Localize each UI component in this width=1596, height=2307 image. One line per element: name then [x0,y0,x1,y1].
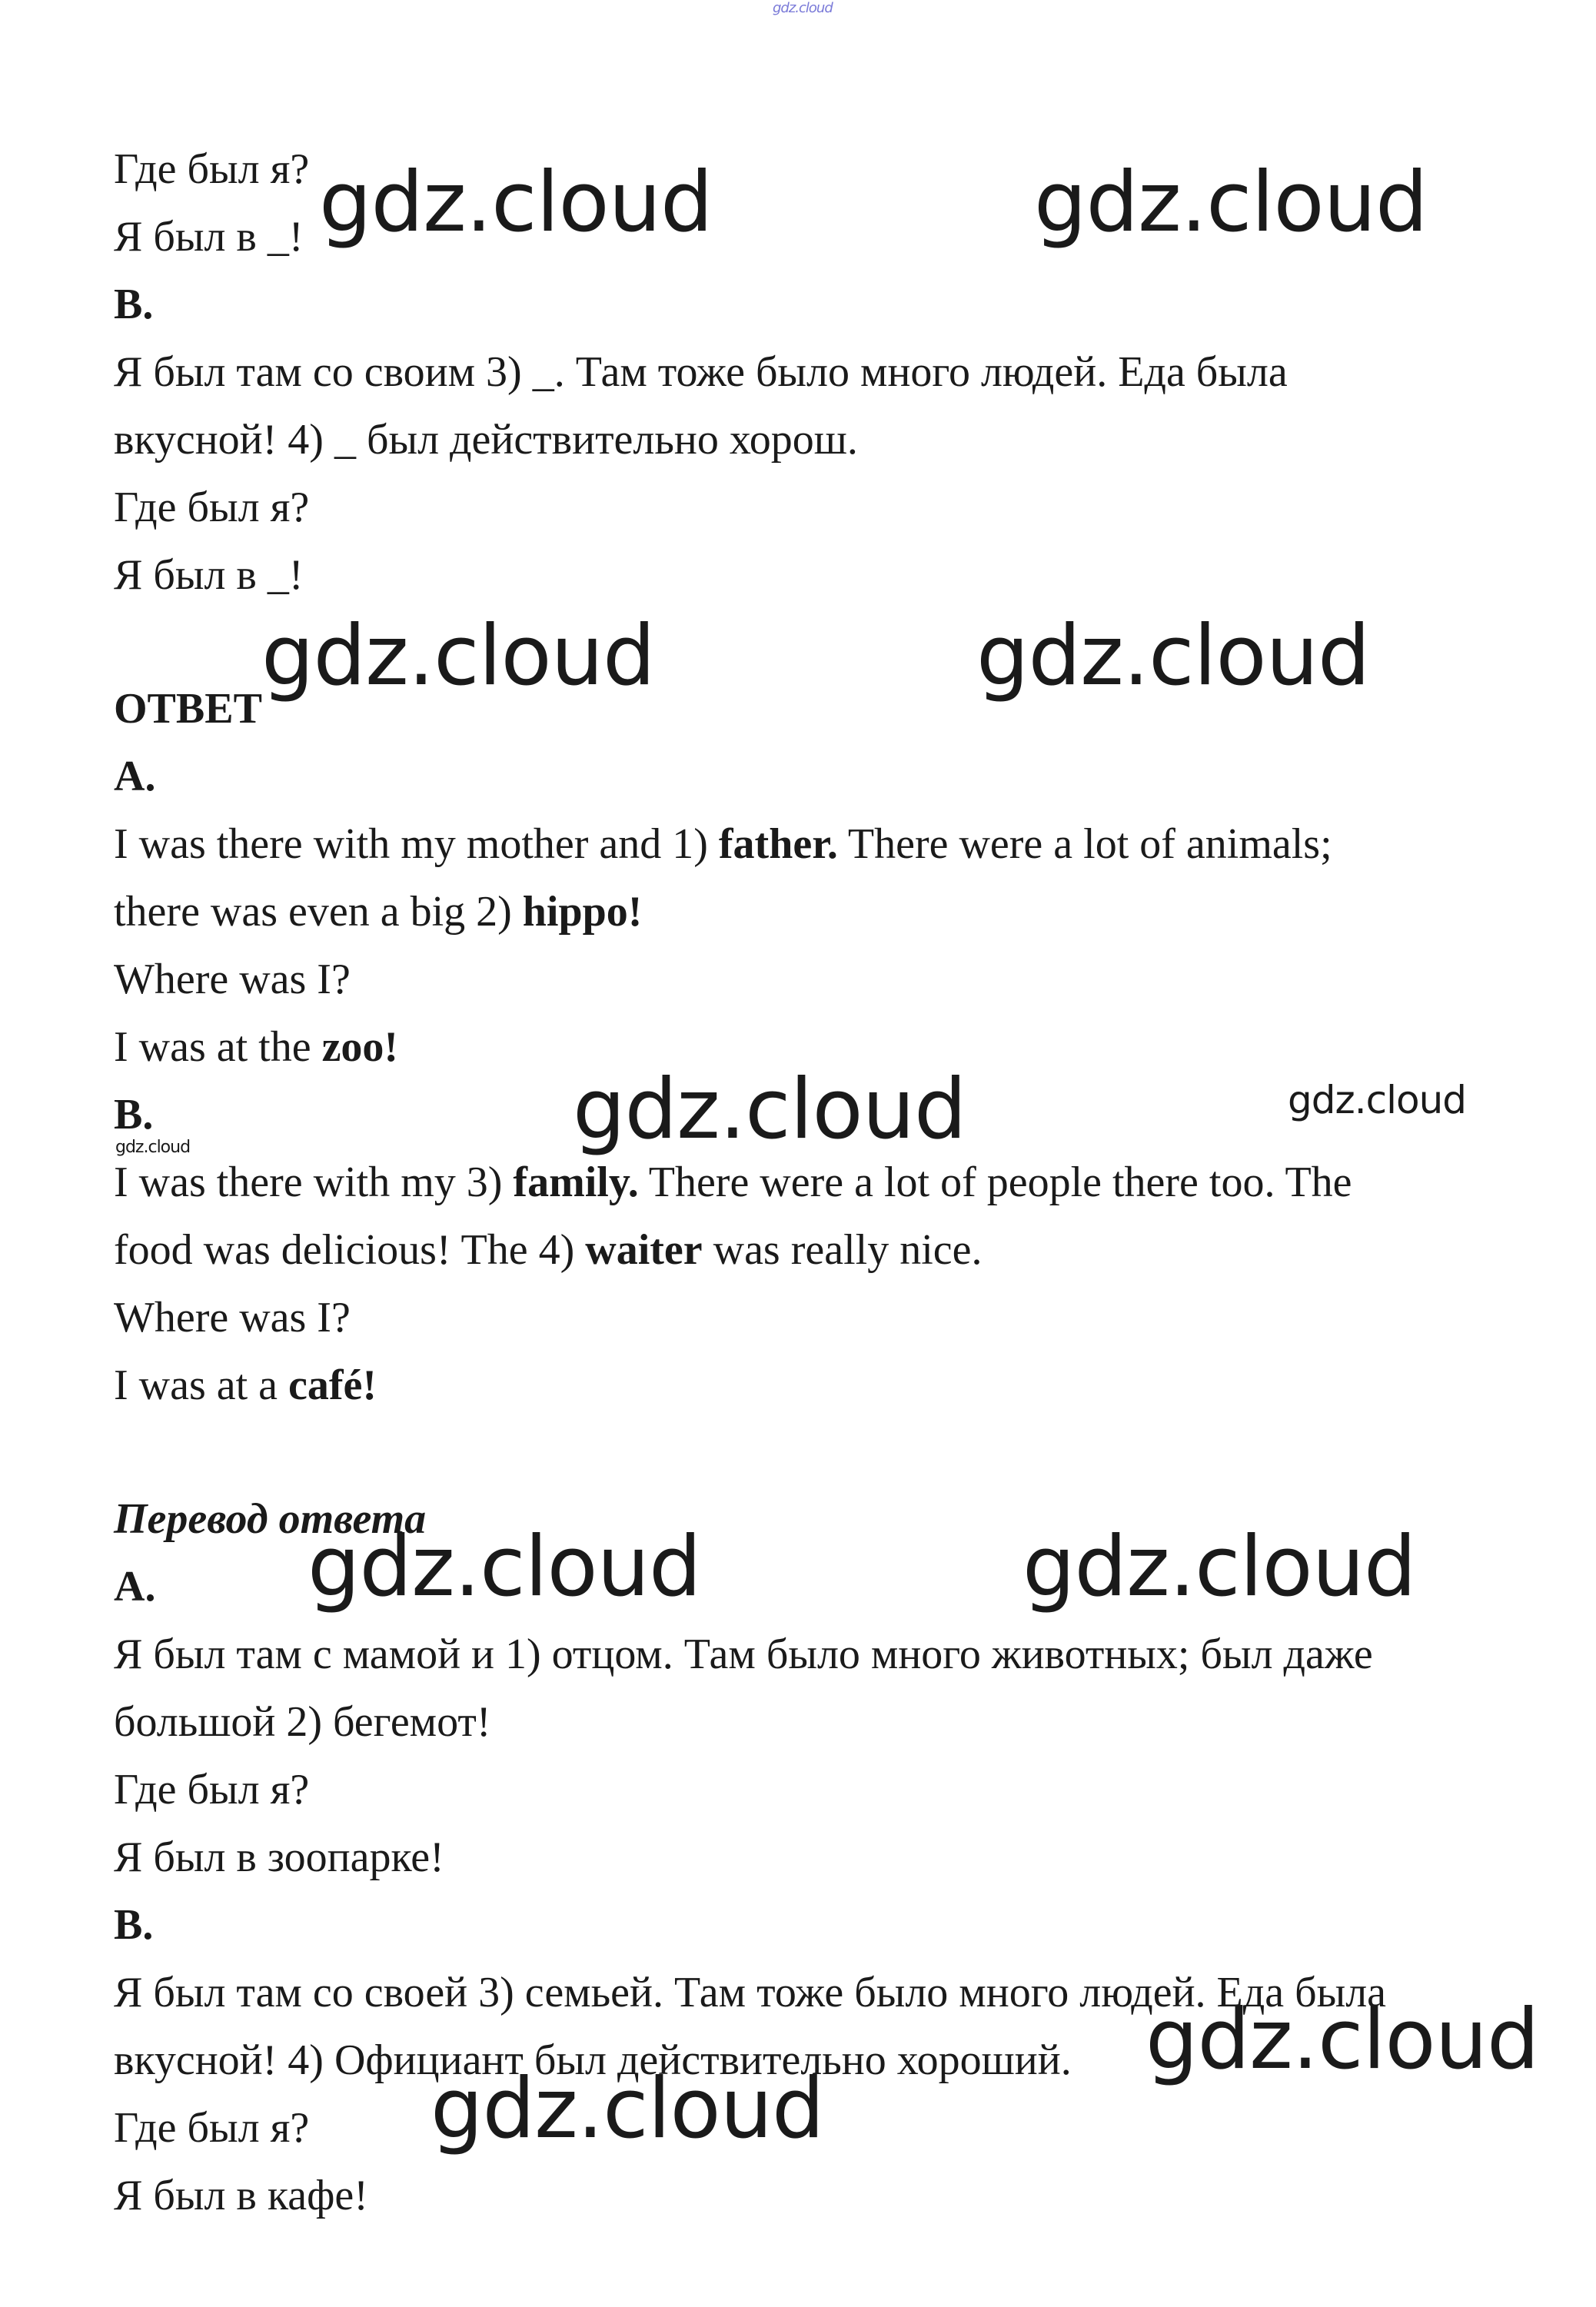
task-section-b-label: B. [114,281,154,328]
top-watermark: gdz.cloud [773,0,833,16]
answer-b-line-2-pre: food was delicious! The 4) [114,1226,586,1274]
translation-a-location: Я был в зоопарке! [114,1833,444,1881]
answer-b-where-question: Where was I? [114,1294,351,1341]
answer-b-location-pre: I was at a [114,1361,289,1409]
translation-heading: Перевод ответа [114,1495,427,1543]
watermark: gdz.cloud [431,2061,824,2157]
answer-b-line-1-post: There were a lot of people there too. The [638,1158,1352,1206]
answer-heading: ОТВЕТ [114,685,262,733]
answer-a-line-1 [114,819,1332,869]
answer-a-line-1-pre: I was there with my mother and 1) [114,820,719,868]
watermark: gdz.cloud [573,1062,966,1158]
translation-a-where-question: Где был я? [114,1766,310,1813]
watermark: gdz.cloud [115,1138,191,1157]
answer-b-line-2-post: was really nice. [702,1226,983,1274]
answer-section-a-label: A. [114,753,156,800]
answer-word-father: father. [718,820,838,868]
watermark: gdz.cloud [319,155,713,251]
translation-b-where-question: Где был я? [114,2104,310,2152]
watermark: gdz.cloud [1145,1992,1539,2088]
watermark: gdz.cloud [976,608,1370,704]
answer-a-line-2 [114,887,642,936]
answer-a-where-question: Where was I? [114,956,351,1003]
task-where-question-2: Где был я? [114,484,310,531]
watermark: gdz.cloud [1034,155,1428,251]
translation-section-a-label: A. [114,1563,156,1611]
answer-a-line-2-pre: there was even a big 2) [114,888,523,936]
watermark: gdz.cloud [308,1519,701,1615]
translation-section-b-label: B. [114,1901,154,1949]
translation-a-line-2: большой 2) бегемот! [114,1698,491,1746]
answer-word-cafe: café! [288,1361,377,1409]
translation-b-line-2: вкусной! 4) Официант был действительно хороший. [114,2036,1072,2084]
answer-a-location [114,1022,398,1072]
translation-b-line-1: Я был там со своей 3) семьей. Там тоже было много людей. Еда была [114,1969,1387,2016]
task-where-question-1: Где был я? [114,145,310,193]
watermark: gdz.cloud [1288,1078,1467,1122]
translation-b-location: Я был в кафе! [114,2172,368,2219]
answer-b-line-1 [114,1158,1352,1207]
task-b-line-2: вкусной! 4) _ был действительно хорош. [114,416,858,464]
answer-word-waiter: waiter [585,1226,703,1274]
answer-a-location-pre: I was at the [114,1023,322,1071]
answer-a-line-1-post: There were a lot of animals; [837,820,1332,868]
answer-section-b-label: B. [114,1091,154,1139]
answer-word-hippo: hippo! [522,888,643,936]
answer-b-line-1-pre: I was there with my 3) [114,1158,514,1206]
watermark: gdz.cloud [1022,1519,1416,1615]
answer-b-line-2 [114,1225,982,1275]
answer-word-family: family. [513,1158,639,1206]
task-b-line-1: Я был там со своим 3) _. Там тоже было много людей. Еда была [114,348,1288,396]
answer-word-zoo: zoo! [321,1023,399,1071]
task-answer-blank-1: Я был в _! [114,213,304,261]
watermark: gdz.cloud [261,608,655,704]
answer-b-location [114,1361,377,1410]
translation-a-line-1: Я был там с мамой и 1) отцом. Там было много животных; был даже [114,1631,1373,1678]
task-answer-blank-2: Я был в _! [114,551,304,599]
